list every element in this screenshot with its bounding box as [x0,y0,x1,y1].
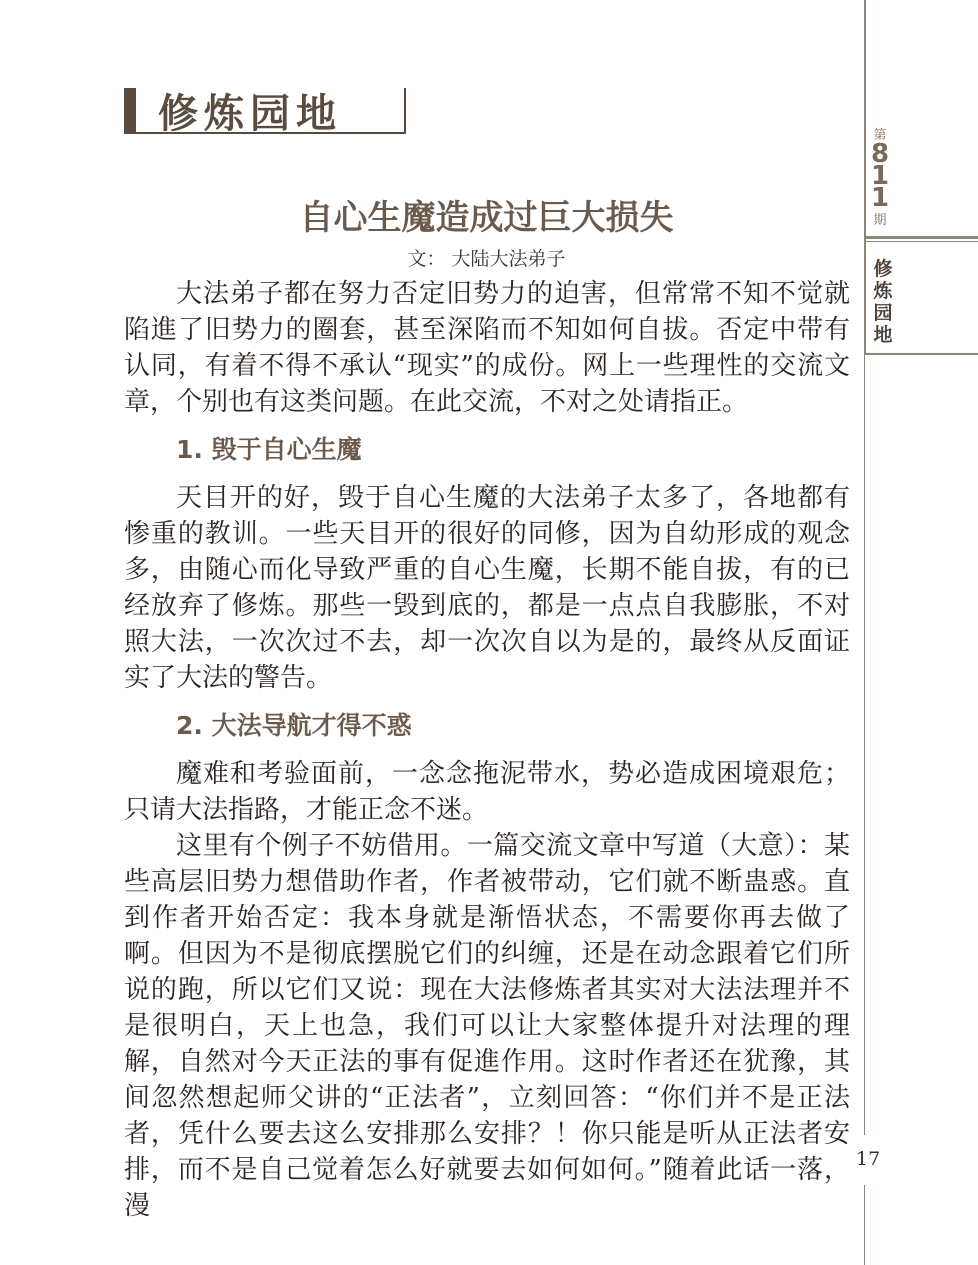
article-body [124,276,850,1224]
issue-digit: 1 [870,161,890,191]
category-char: 修 [873,258,893,280]
section-header-label: 修炼园地 [158,91,342,137]
section1-heading: 1. 毁于自心生魔 [176,435,362,464]
category-char: 炼 [873,280,893,302]
section2-paragraph-1: 魔难和考验面前，一念念拖泥带水，势必造成困境艰危；只请大法指路，才能正念不迷。 [124,759,850,825]
issue-suffix: 期 [873,213,887,228]
article-byline: 文： 大陆大法弟子 [407,248,566,270]
issue-prefix: 第 [873,128,887,143]
page-number: 17 [856,1148,881,1170]
article-title: 自心生魔造成过巨大损失 [299,198,674,238]
issue-digit: 1 [870,183,890,213]
issue-digit: 8 [870,139,890,169]
sidebar-rule [864,236,978,239]
intro-paragraph: 大法弟子都在努力否定旧势力的迫害，但常常不知不觉就陷進了旧势力的圈套，甚至深陷而不知如何自拔。否定中带有认同，有着不得不承认“现实”的成份。网上一些理性的交流文章，个别也有这类问题。在此交流，不对之处请指正。 [124,279,850,417]
category-char: 地 [873,324,893,346]
issue-number [868,124,892,228]
sidebar-divider-top [864,0,866,355]
category-char: 园 [873,302,893,324]
sidebar-category [868,258,898,346]
section1-paragraph: 天目开的好，毁于自心生魔的大法弟子太多了，各地都有惨重的教训。一些天目开的很好的同修，因为自幼形成的观念多，由随心而化导致严重的自心生魔，长期不能自拔，有的已经放弃了修炼。那些一毁到底的，都是一点点自我膨胀，不对照大法，一次次过不去，却一次次自以为是的，最终从反面证实了大法的警告。 [124,483,850,693]
section-header [124,88,406,137]
sidebar-rule [864,241,978,242]
section2-heading: 2. 大法导航才得不惑 [176,711,412,740]
sidebar-divider-middle [864,355,865,1135]
section2-paragraph-2: 这里有个例子不妨借用。一篇交流文章中写道（大意）：某些高层旧势力想借助作者，作者被带动，它们就不断蛊惑。直到作者开始否定：我本身就是渐悟状态，不需要你再去做了啊。但因为不是彻底摆脱它们的纠缠，还是在动念跟着它们所说的跑，所以它们又说：现在大法修炼者其实对大法法理并不是很明白，天上也急，我们可以让大家整体提升对法理的理解，自然对今天正法的事有促進作用。这时作者还在犹豫，其间忽然想起师父讲的“正法者”，立刻回答：“你们并不是正法者，凭什么要去这么安排那么安排？！你只能是听从正法者安排，而不是自己觉着怎么好就要去如何如何。”随着此话一落，漫 [124,831,850,1221]
sidebar-rule [864,353,978,355]
sidebar-divider-bottom [864,1185,865,1265]
